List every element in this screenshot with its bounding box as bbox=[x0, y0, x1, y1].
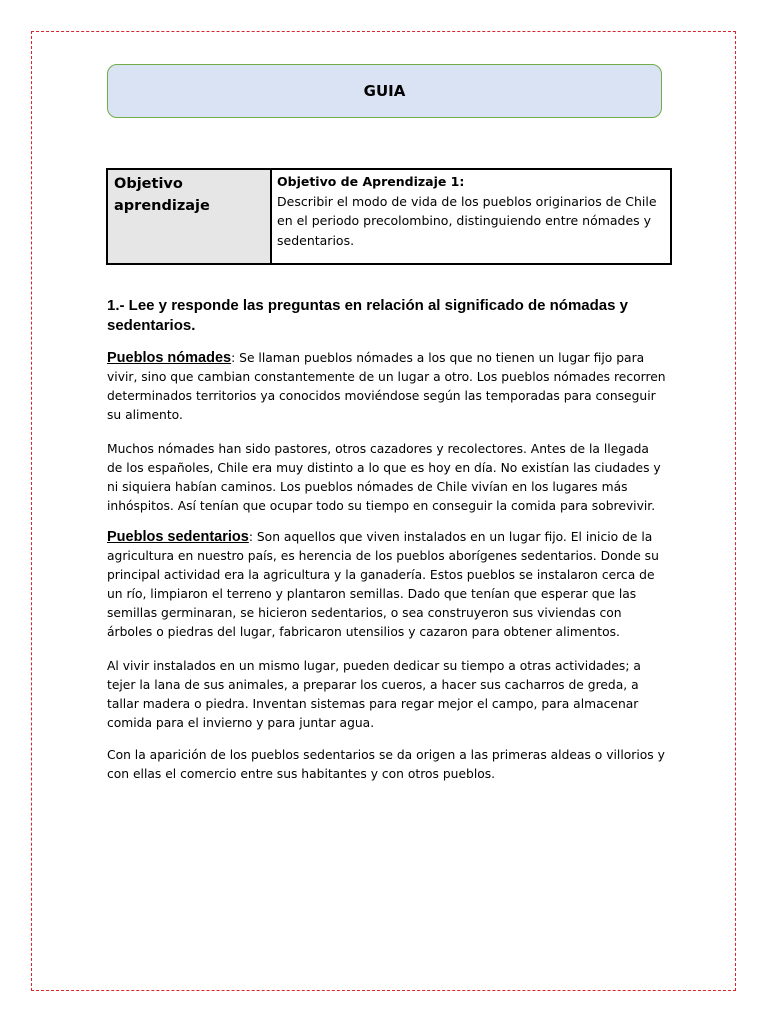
objective-text: Describir el modo de vida de los pueblos originarios de Chile en el periodo precolombino, distinguiendo entre nómades y sedentarios. bbox=[277, 193, 657, 248]
term-sedentarios: Pueblos sedentarios bbox=[107, 529, 249, 545]
paragraph-nomades bbox=[107, 349, 667, 425]
text-sedentarios: : Son aquellos que viven instalados en un lugar fijo. El inicio de la agricultura en nuestro país, es herencia de los pueblos aborígenes sedentarios. Donde su principal actividad era la agricultura y la ganadería. Estos pueblos se instalaron cerca de un río, limpiaron el terreno y plantaron semillas. Dado que tenían que esperar que las semillas germinaran, se hicieron sedentarios, o sea construyeron sus viviendas con árboles o piedras del lugar, fabricaron utensilios y cazaron para obtener alimentos. bbox=[107, 530, 659, 639]
page-title: GUIA bbox=[363, 82, 406, 100]
question-heading: 1.- Lee y responde las preguntas en relación al significado de nómadas y sedentarios. bbox=[107, 297, 628, 334]
term-nomades: Pueblos nómades bbox=[107, 350, 232, 366]
objective-heading: Objetivo de Aprendizaje 1: bbox=[277, 174, 465, 189]
text-nomades: : Se llaman pueblos nómades a los que no tienen un lugar fijo para vivir, sino que cambian constantemente de un lugar a otro. Los pueblos nómades recorren determinados territorios ya conocidos moviéndose según las temporadas para conseguir su alimento. bbox=[107, 351, 666, 422]
paragraph-5: Con la aparición de los pueblos sedentarios se da origen a las primeras aldeas o villorios y con ellas el comercio entre sus habitantes y con otros pueblos. bbox=[107, 748, 665, 781]
objective-table bbox=[106, 168, 672, 265]
objective-label: Objetivo aprendizaje bbox=[108, 170, 272, 263]
paragraph-sedentarios bbox=[107, 528, 667, 642]
paragraph-4: Al vivir instalados en un mismo lugar, pueden dedicar su tiempo a otras actividades; a tejer la lana de sus animales, a preparar los cueros, a hacer sus cacharros de greda, a tallar madera o piedra. Inventan sistemas para regar mejor el campo, para almacenar comida para el invierno y para juntar agua. bbox=[107, 659, 641, 730]
paragraph-2: Muchos nómades han sido pastores, otros cazadores y recolectores. Antes de la llegada de los españoles, Chile era muy distinto a lo que es hoy en día. No existían las ciudades y ni siquiera habían caminos. Los pueblos nómades de Chile vivían en los lugares más inhóspitos. Así tenían que ocupar todo su tiempo en conseguir la comida para sobrevivir. bbox=[107, 442, 661, 513]
title-box bbox=[107, 64, 662, 118]
objective-content bbox=[272, 170, 670, 263]
